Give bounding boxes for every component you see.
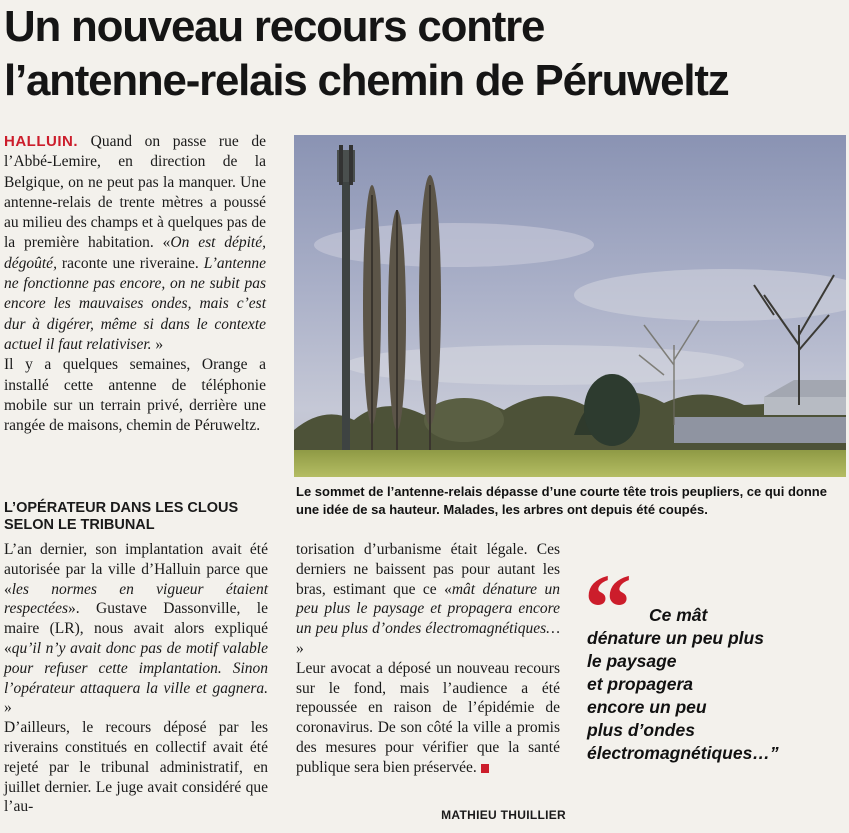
section-text-2: ». Gustave Dassonville, le maire (LR), nous avait alors expliqué « — [4, 600, 268, 657]
intro-quote-2: L’antenne ne fonctionne pas encore, on ne subit pas encore les mauvaises ondes, mais c’est dur à digérer, même si dans le contexte actuel il faut relativiser. — [4, 254, 266, 353]
intro-paragraph-1 — [4, 132, 266, 355]
headline-line-1: Un nouveau recours contre — [4, 2, 545, 51]
section-quote-2: qu’il n’y avait donc pas de motif valable pour refuser cette implantation. Sinon l’opérateur attaquera la ville et gagnera. — [4, 639, 268, 697]
section-paragraph-4 — [296, 659, 560, 778]
intro-quote-1: On est dépité, dégoûté, — [4, 234, 266, 272]
headline-line-2: l’antenne-relais chemin de Péruweltz — [4, 56, 729, 105]
antenna-photo — [294, 135, 846, 477]
pull-quote — [587, 604, 827, 765]
section-text-1: L’an dernier, son implantation avait été autorisée par la ville d’Halluin parce que « — [4, 541, 268, 598]
section-paragraph-2: D’ailleurs, le recours déposé par les riverains constitués en collectif avait été rejeté par le tribunal administratif, en juillet dernier. Le juge avait considéré que l’au- — [4, 719, 268, 816]
section-text-4: torisation d’urbanisme était légale. Ces derniers ne baissent pas pour autant les bras, estimant que ce « — [296, 541, 560, 598]
section-text-3: » — [4, 699, 12, 717]
headline — [4, 0, 849, 108]
section-subhead: L’OPÉRATEUR DANS LES CLOUS SELON LE TRIBUNAL — [4, 500, 239, 533]
section-quote-3: mât dénature un peu plus le paysage et propagera encore un peu plus d’ondes électromagnétiques… — [296, 580, 560, 638]
section-quote-1: les normes en vigueur étaient respectées — [4, 580, 268, 618]
pull-quote-line: dénature un peu plus — [587, 628, 764, 648]
intro-text-3: » — [151, 335, 164, 353]
pull-quote-line: électromagnétiques…” — [587, 743, 779, 763]
intro-text-2: raconte une riveraine. — [56, 254, 204, 272]
pull-quote-line: le paysage — [587, 651, 677, 671]
quote-mark-icon: “ — [584, 554, 632, 661]
intro-text-1: Quand on passe rue de l’Abbé-Lemire, en direction de la Belgique, on ne peut pas la manquer. Une antenne-relais de trente mètres a poussé au milieu des champs et à quelques pas de la première habitation. « — [4, 133, 266, 252]
section-column-2 — [296, 540, 560, 778]
section-text-5: » — [296, 639, 304, 657]
photo-caption: Le sommet de l’antenne-relais dépasse d’une courte tête trois peupliers, ce qui donne une idée de sa hauteur. Malades, les arbres ont depuis été coupés. — [296, 484, 827, 517]
section-paragraph-1 — [4, 540, 268, 718]
pull-quote-line: et propagera — [587, 674, 693, 694]
pull-quote-line: encore un peu — [587, 697, 707, 717]
end-mark-icon — [481, 764, 489, 773]
section-column-1 — [4, 540, 268, 817]
byline: MATHIEU THUILLIER — [441, 808, 566, 822]
pull-quote-line: Ce mât — [649, 605, 708, 625]
intro-paragraph-2: Il y a quelques semaines, Orange a installé cette antenne de téléphonie mobile sur un terrain privé, derrière une rangée de maisons, chemin de Péruweltz. — [4, 356, 266, 435]
section-paragraph-3 — [296, 540, 560, 659]
section-text-6: Leur avocat a déposé un nouveau recours sur le fond, mais l’audience a été repoussée en raison de l’épidémie de coronavirus. De son côté la ville a promis des mesures pour vérifier que la santé publique sera bien préservée. — [296, 659, 560, 776]
intro-column — [4, 132, 266, 436]
pull-quote-line: plus d’ondes — [587, 720, 695, 740]
kicker-location: HALLUIN. — [4, 133, 78, 150]
